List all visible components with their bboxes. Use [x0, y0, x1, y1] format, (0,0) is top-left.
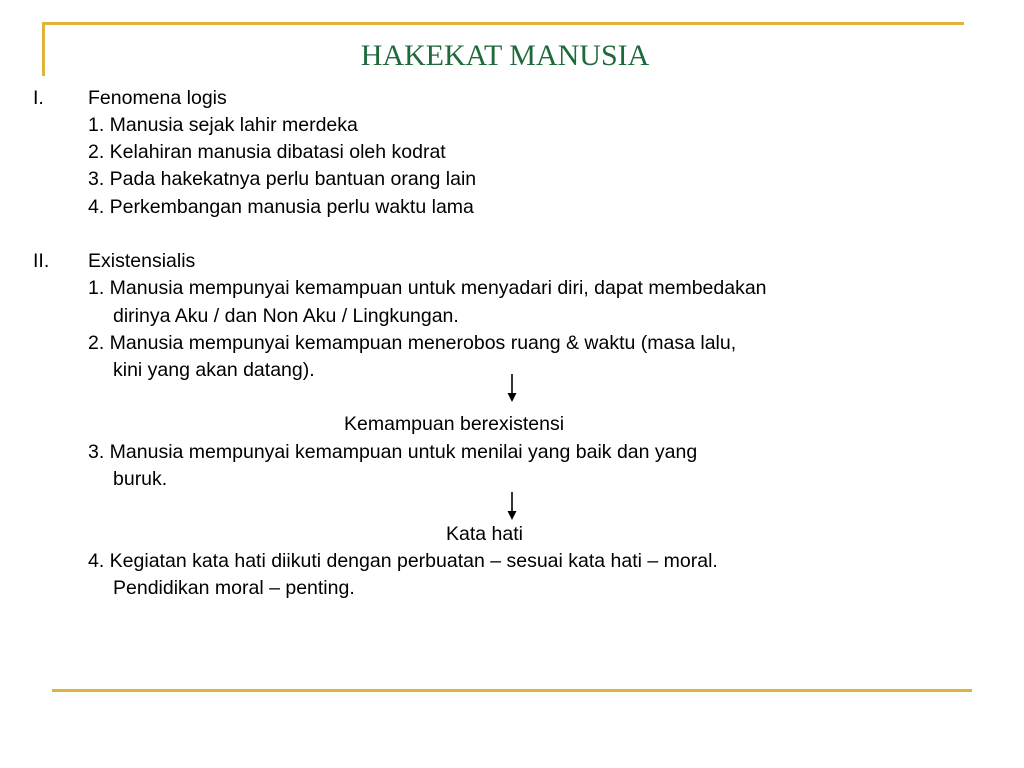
slide-title: HAKEKAT MANUSIA [360, 39, 650, 72]
section-2-item-3-line-1: 3. Manusia mempunyai kemampuan untuk menilai yang baik dan yang [88, 441, 698, 463]
section-1-item-2: 2. Kelahiran manusia dibatasi oleh kodrat [88, 141, 446, 163]
section-1-item-3: 3. Pada hakekatnya perlu bantuan orang lain [88, 168, 477, 190]
section-2-item-1-line-1: 1. Manusia mempunyai kemampuan untuk menyadari diri, dapat membedakan [88, 277, 767, 299]
down-arrow-icon [506, 492, 518, 520]
section-1-numeral: I. [33, 87, 44, 109]
result-kemampuan-berexistensi: Kemampuan berexistensi [344, 413, 565, 435]
section-2-item-4-line-2: Pendidikan moral – penting. [113, 577, 355, 599]
section-2-item-2-line-1: 2. Manusia mempunyai kemampuan menerobos ruang & waktu (masa lalu, [88, 332, 737, 354]
section-1-item-4: 4. Perkembangan manusia perlu waktu lama [88, 196, 474, 218]
frame-bottom-line [52, 689, 972, 692]
frame-top-line [42, 22, 964, 25]
section-2-heading: Existensialis [88, 250, 196, 272]
section-2-item-4-line-1: 4. Kegiatan kata hati diikuti dengan perbuatan – sesuai kata hati – moral. [88, 550, 718, 572]
section-1-heading: Fenomena logis [88, 87, 227, 109]
down-arrow-icon [506, 374, 518, 402]
section-2-item-2-line-2: kini yang akan datang). [113, 359, 315, 381]
result-kata-hati: Kata hati [446, 523, 523, 545]
section-1-item-1: 1. Manusia sejak lahir merdeka [88, 114, 358, 136]
section-2-numeral: II. [33, 250, 50, 272]
section-2-item-3-line-2: buruk. [113, 468, 168, 490]
section-2-item-1-line-2: dirinya Aku / dan Non Aku / Lingkungan. [113, 305, 459, 327]
